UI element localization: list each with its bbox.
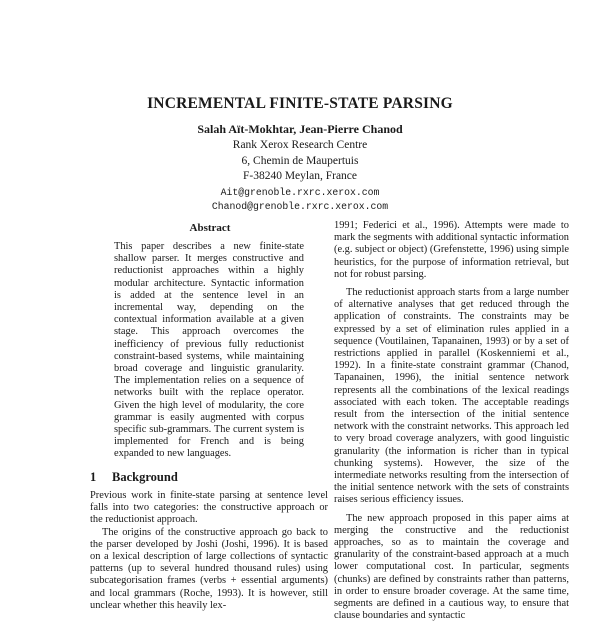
section-number: 1: [90, 470, 97, 484]
right-paragraph: 1991; Federici et al., 1996). Attempts were made to mark the segments with additional syntactic information (e.g. subject or object) (Grefenstette, 1996) using simple heuristics, for the purpose of information retrieval, but not for robust parsing.: [334, 220, 569, 280]
affiliation-line: 6, Chemin de Maupertuis: [241, 155, 359, 167]
paper-authors: Salah Aït-Mokhtar, Jean-Pierre Chanod: [197, 122, 403, 136]
paper-title: INCREMENTAL FINITE-STATE PARSING: [147, 95, 453, 112]
abstract-body: [114, 241, 304, 461]
right-paragraph: The reductionist approach starts from a large number of alternative analyses that get reduced through the application of constraints. The constraints may be expressed by a set of elimination rules applied in a sequence (Voutilainen, Tapanainen, 1993) or by a set of restrictions applied in parallel (Koskenniemi et al., 1992). In a finite-state constraint grammar (Chanod, Tapanainen, 1996), the initial sentence network represents all the combinations of the lexical readings associated with each token. The acceptable readings result from the intersection of the initial sentence network with the constraint networks. This approach led to very broad coverage analyzers, with good linguistic granularity (the information is richer than in typical chunking systems). However, the size of the intermediate networks resulting from the intersection of the initial sentence network with the sets of constraints raises serious efficiency issues.: [334, 287, 569, 506]
affiliation-line: F-38240 Meylan, France: [242, 170, 358, 182]
abstract-text: This paper describes a new finite-state shallow parser. It merges constructive and reductionist approaches within a highly modular architecture. Syntactic information is added at the sentence level in an incremental way, depending on the contextual information available at a given stage. This approach overcomes the inefficiency of previous fully reductionist constraint-based systems, while maintaining broad coverage and linguistic granularity. The implementation relies on a sequence of networks built with the replace operator. Given the high level of modularity, the core grammar is easily augmented with corpus specific sub-grammars. The current system is implemented for French and is being expanded to new languages.: [114, 241, 304, 460]
section-paragraph: The origins of the constructive approach go back to the parser developed by Joshi (Joshi, 1996). It is based on a lexical description of large collections of syntactic patterns (up to several hundred thousand rules) using subcategorisation frames (verbs + essential arguments) and local grammars (Roche, 1993). It is however, still unclear whether this heavily lex-: [90, 526, 328, 611]
section-paragraph: Previous work in finite-state parsing at sentence level falls into two categories: the constructive approach or the reductionist approach.: [90, 490, 328, 526]
author-email: Chanod@grenoble.rxrc.xerox.com: [211, 201, 389, 212]
right-column: [334, 220, 569, 622]
abstract-heading: Abstract: [189, 222, 231, 234]
section-title: Background: [112, 470, 178, 484]
section-heading: [90, 470, 178, 485]
affiliation-line: Rank Xerox Research Centre: [232, 139, 368, 151]
section-body: [90, 490, 328, 611]
author-email: Ait@grenoble.rxrc.xerox.com: [220, 187, 380, 198]
right-paragraph: The new approach proposed in this paper aims at merging the constructive and the reductionist approaches, so as to maintain the coverage and granularity of the constraint-based approach at a much lower computational cost. In particular, segments (chunks) are defined by constraints rather than patterns, in order to ensure broader coverage. At the same time, segments are defined in a cautious way, to ensure that clause boundaries and syntactic: [334, 512, 569, 622]
